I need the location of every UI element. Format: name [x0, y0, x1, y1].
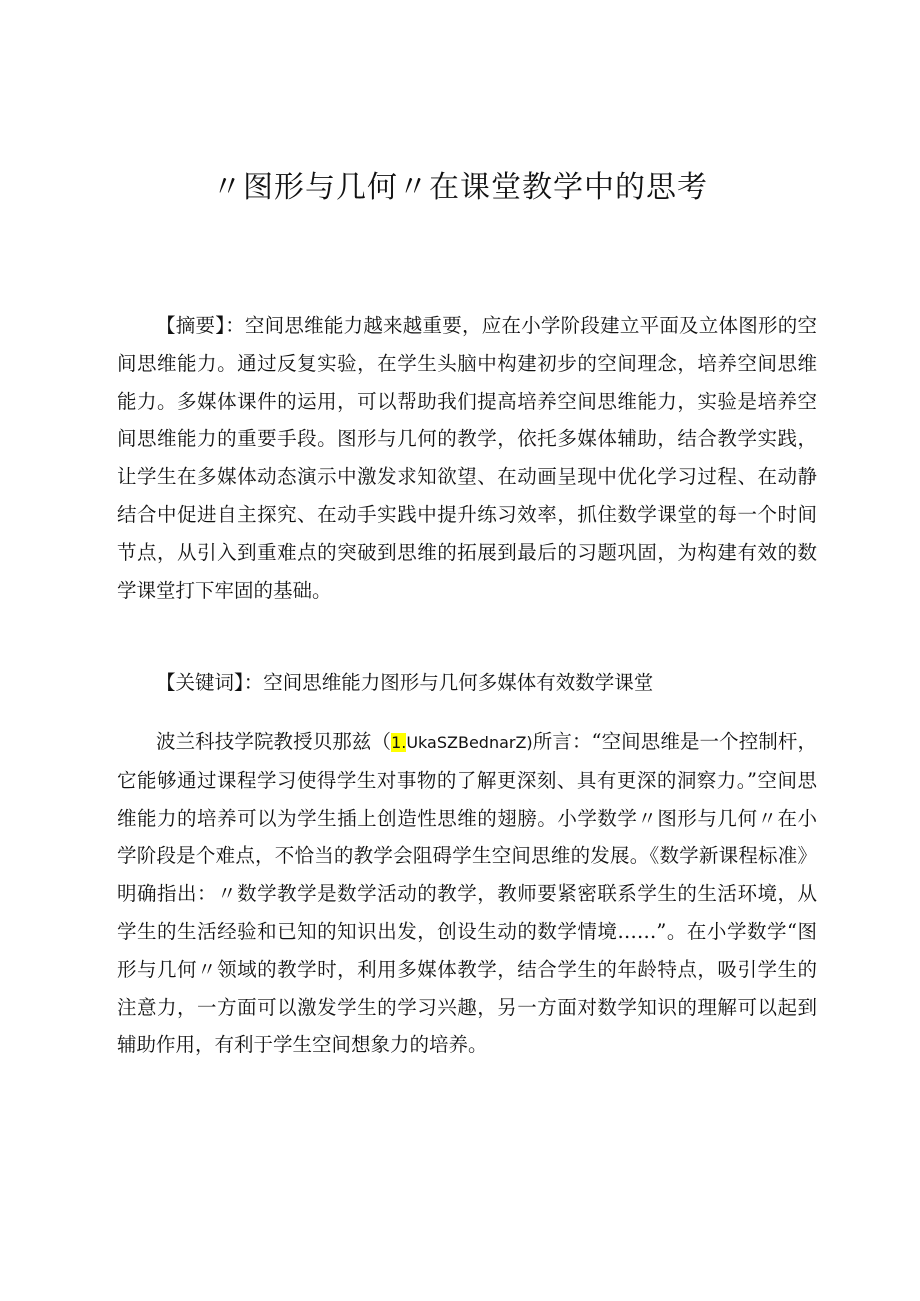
- abstract-separator: ：: [225, 314, 245, 337]
- abstract-paragraph: [117, 307, 817, 609]
- abstract-text: 空间思维能力越来越重要，应在小学阶段建立平面及立体图形的空间思维能力。通过反复实验，在学生头脑中构建初步的空间理念，培养空间思维能力。多媒体课件的运用，可以帮助我们提高培养空间思维能力，实验是培养空间思维能力的重要手段。图形与几何的教学，依托多媒体辅助，结合教学实践，让学生在多媒体动态演示中激发求知欲望、在动画呈现中优化学习过程、在动静结合中促进自主探究、在动手实践中提升练习效率，抓住数学课堂的每一个时间节点，从引入到重难点的突破到思维的拓展到最后的习题巩固，为构建有效的数学课堂打下牢固的基础。: [117, 314, 817, 602]
- author-name: UkaSZBednarZ: [406, 733, 527, 752]
- keywords-label: 【关键词】: [156, 671, 244, 694]
- intro-text-before: 波兰科技学院教授贝那兹（: [156, 730, 392, 753]
- abstract-label: 【摘要】: [156, 314, 226, 337]
- highlighted-text: 1.: [391, 733, 407, 752]
- keywords-paragraph: [117, 664, 817, 702]
- keywords-text: 空间思维能力图形与几何多媒体有效数学课堂: [263, 671, 654, 694]
- intro-paragraph: [117, 723, 817, 1064]
- intro-text-after: 所言：“空间思维是一个控制杆，它能够通过课程学习使得学生对事物的了解更深刻、具有更深的洞察力。”空间思维能力的培养可以为学生插上创造性思维的翅膀。小学数学〃图形与几何〃在小学阶段是个难点，不恰当的教学会阻碍学生空间思维的发展。《数学新课程标准》明确指出：〃数学教学是数学活动的教学，教师要紧密联系学生的生活环境，从学生的生活经验和已知的知识出发，创设生动的数学情境……”。在小学数学“图形与几何〃领域的教学时，利用多媒体教学，结合学生的年龄特点，吸引学生的注意力，一方面可以激发学生的学习兴趣，另一方面对数学知识的理解可以起到辅助作用，有利于学生空间想象力的培养。: [117, 730, 817, 1057]
- page-title: 〃图形与几何〃在课堂教学中的思考: [212, 170, 708, 205]
- keywords-separator: ：: [243, 671, 264, 694]
- close-paren: ): [526, 733, 533, 752]
